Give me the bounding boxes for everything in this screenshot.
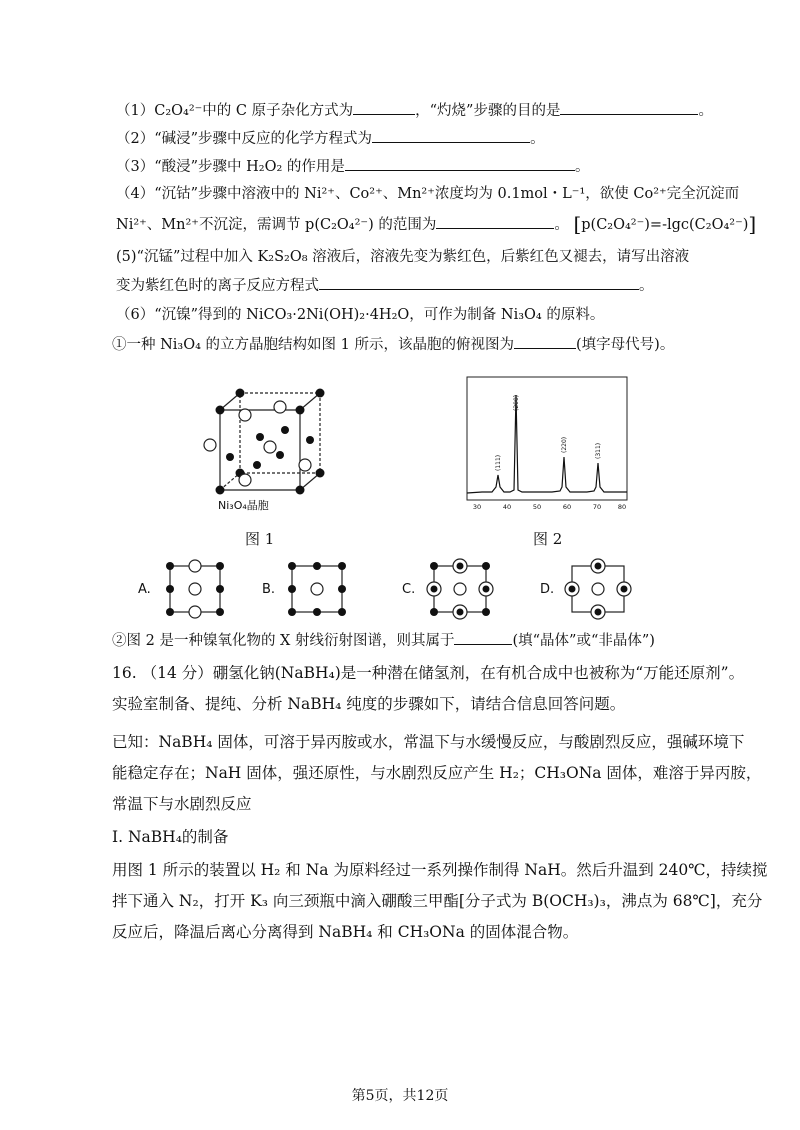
- q15-part1: （1）C₂O₄²⁻中的 C 原子杂化方式为 ，“灼烧”步骤的目的是 。: [116, 100, 713, 121]
- q15-part3: （3）“酸浸”步骤中 H₂O₂ 的作用是 。: [116, 156, 589, 177]
- answer-blank[interactable]: [353, 100, 415, 115]
- q16-known-2: 能稳定存在；NaH 固体，强还原性，与水剧烈反应产生 H₂；CH₃ONa 固体，难溶于异丙胺，: [112, 764, 762, 782]
- option-c-label[interactable]: C.: [402, 582, 416, 597]
- xrd-tick-label: 80: [617, 503, 627, 511]
- q15-part2: （2）“碱浸”步骤中反应的化学方程式为 。: [116, 128, 545, 149]
- answer-blank[interactable]: [514, 334, 576, 349]
- option-c-diagram[interactable]: [422, 556, 498, 622]
- xrd-tick-label: 30: [472, 503, 482, 511]
- xrd-peak-label: (111): [495, 454, 502, 471]
- answer-blank[interactable]: [454, 630, 512, 645]
- option-b-diagram[interactable]: [282, 558, 352, 620]
- answer-blank[interactable]: [319, 275, 639, 290]
- answer-blank[interactable]: [560, 100, 698, 115]
- xrd-peak-label: (311): [595, 442, 602, 459]
- q15-part6-sub1: ①一种 Ni₃O₄ 的立方晶胞结构如图 1 所示，该晶胞的俯视图为 (填字母代号)。: [112, 334, 674, 355]
- option-a-label[interactable]: A.: [138, 582, 151, 597]
- page-footer: 第5页，共12页: [351, 1088, 449, 1104]
- q16-section-title: I. NaBH₄的制备: [112, 828, 229, 846]
- q16-body-3: 反应后，降温后离心分离得到 NaBH₄ 和 CH₃ONa 的固体混合物。: [112, 923, 579, 941]
- figure2-xrd-chart: [462, 375, 632, 515]
- xrd-tick-label: 50: [532, 503, 542, 511]
- xrd-tick-label: 60: [562, 503, 572, 511]
- xrd-peak-label: (200): [513, 394, 520, 411]
- q16-body-1: 用图 1 所示的装置以 H₂ 和 Na 为原料经过一系列操作制得 NaH。然后升温到 240℃，持续搅: [112, 861, 768, 879]
- xrd-trace: [467, 395, 627, 493]
- answer-blank[interactable]: [436, 214, 554, 229]
- figure1-label: Ni₃O₄晶胞: [218, 499, 269, 512]
- xrd-frame: [467, 377, 627, 500]
- cube-front-face: [220, 410, 300, 490]
- q15-part6: （6）“沉镍”得到的 NiCO₃·2Ni(OH)₂·4H₂O，可作为制备 Ni₃O₄ 的原料。: [116, 307, 605, 323]
- xrd-peak-label: (220): [561, 436, 568, 453]
- q16-heading: 16. （14 分）硼氢化钠(NaBH₄)是一种潜在储氢剂，在有机合成中也被称为“万能还原剂”。: [112, 664, 745, 682]
- option-d-label[interactable]: D.: [540, 582, 555, 597]
- q15-part5-line1: (5)“沉锰”过程中加入 K₂S₂O₈ 溶液后，溶液先变为紫红色，后紫红色又褪去，请写出溶液: [116, 249, 690, 265]
- figure2-caption: 图 2: [533, 530, 563, 548]
- q15-part5-line2: 变为紫红色时的离子反应方程式 。: [116, 275, 654, 296]
- option-d-diagram[interactable]: [560, 556, 636, 622]
- figure1-caption: 图 1: [245, 530, 275, 548]
- option-a-diagram[interactable]: [160, 558, 230, 620]
- q16-intro: 实验室制备、提纯、分析 NaBH₄ 纯度的步骤如下，请结合信息回答问题。: [112, 695, 626, 713]
- answer-blank[interactable]: [345, 156, 575, 171]
- q16-body-2: 拌下通入 N₂，打开 K₃ 向三颈瓶中滴入硼酸三甲酯[分子式为 B(OCH₃)₃，沸点为 68℃]，充分: [112, 892, 763, 910]
- xrd-tick-label: 40: [502, 503, 512, 511]
- xrd-tick-label: 70: [592, 503, 602, 511]
- q15-part4-line1: （4）“沉钴”步骤中溶液中的 Ni²⁺、Co²⁺、Mn²⁺浓度均为 0.1mol・L⁻¹，欲使 Co²⁺完全沉淀而: [116, 186, 740, 202]
- q16-known-1: 已知：NaBH₄ 固体，可溶于异丙胺或水，常温下与水缓慢反应，与酸剧烈反应，强碱环境下: [112, 733, 745, 751]
- q16-known-3: 常温下与水剧烈反应: [112, 795, 252, 813]
- q15-part6-sub2: ②图 2 是一种镍氧化物的 X 射线衍射图谱，则其属于 (填“晶体”或“非晶体”): [112, 630, 655, 651]
- option-b-label[interactable]: B.: [262, 582, 276, 597]
- q15-part4-line2: Ni²⁺、Mn²⁺不沉淀，需调节 p(C₂O₄²⁻) 的范围为 。 [p(C₂O₄²⁻)=-lgc(C₂O₄²⁻)]: [116, 212, 757, 236]
- answer-blank[interactable]: [372, 128, 530, 143]
